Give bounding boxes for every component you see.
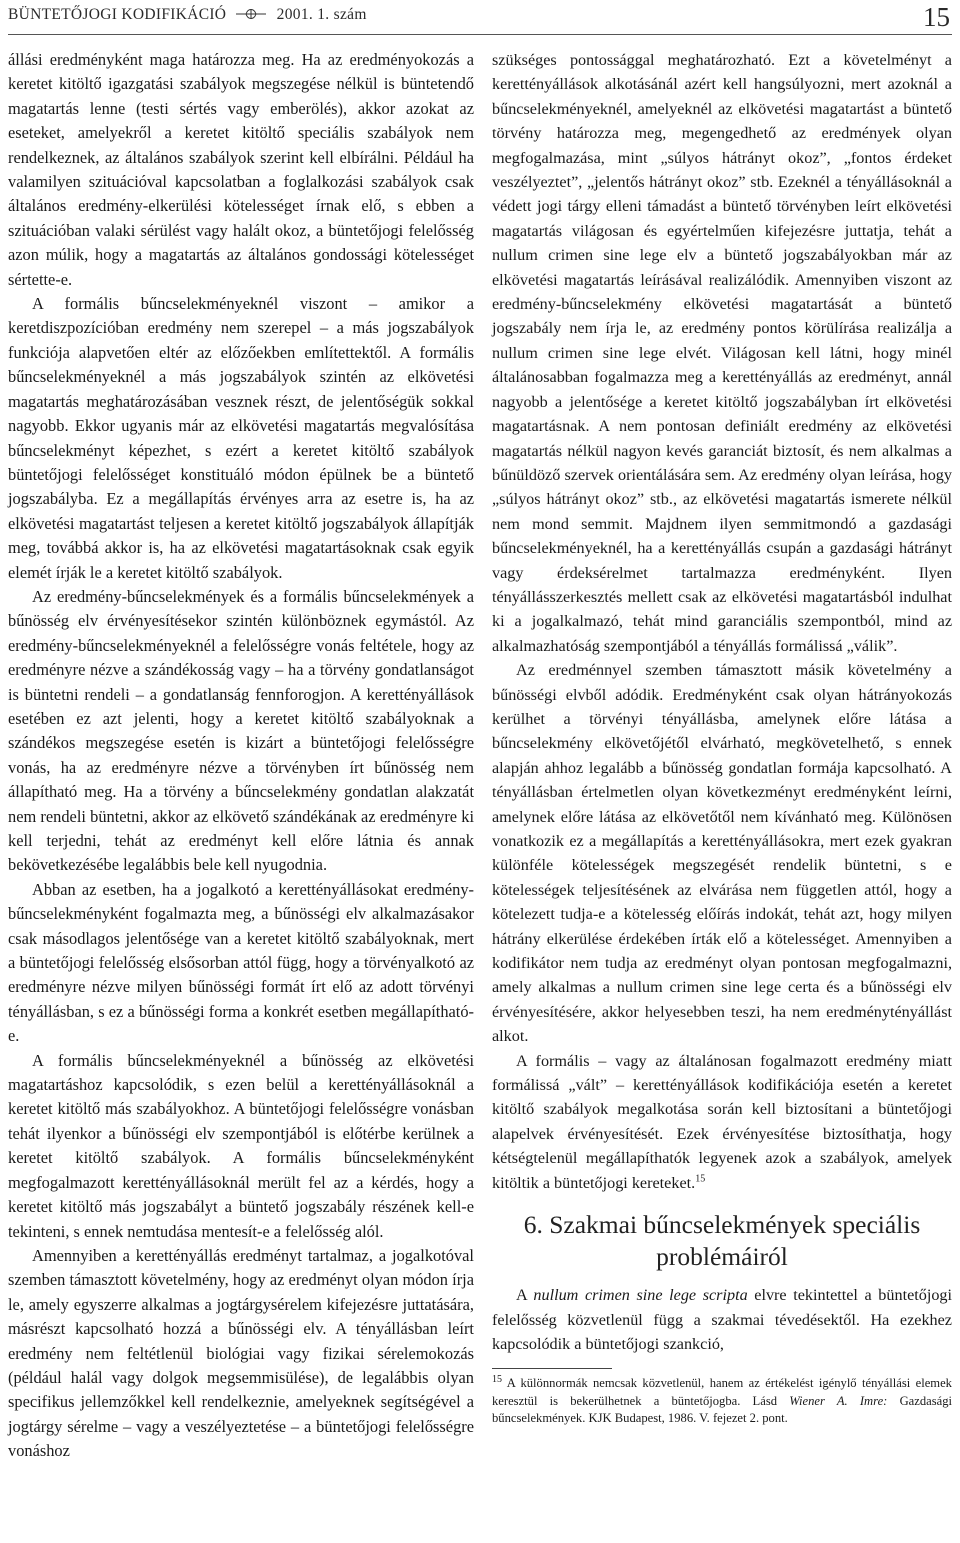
- footnote-reference[interactable]: 15: [695, 1173, 706, 1185]
- paragraph-text: elvre tekintettel a büntetőjogi felelősség közvetlenül függ a szakmai tévedésektől. Ha ezekhez kapcsolódik a büntetőjogi szankció,: [492, 1286, 953, 1353]
- paragraph: A formális bűncselekményeknél viszont – amikor a keretdiszpozícióban eredmény nem szerepel – a más jogszabályok funkciója alapvetően eltér az előzőekben említettektől. A formális bűncselekményeknél a más jogszabályok szintén az elkövetési magatartás meghatározásában vesznek részt, de jelentőségük sokkal nagyobb. Ekkor ugyanis már az elkövetési magatartás megvalósítása bűncselekményt képezhet, s ezért a keretet kitöltő szabályok büntetőjogi felelősséget konstituáló módon épülnek be a büntető jogszabályba. Ez a megállapítás érvényes arra az esetre is, ha az elkövetési magatartást teljesen a keretet kitöltő jogszabályok állapítják meg, továbbá akkor is, ha az elkövetési magatartásoknak csak egyik elemét írják le a keretet kitöltő szabályok.: [8, 294, 474, 582]
- ornament-icon: [234, 7, 268, 21]
- paragraph: szükséges pontossággal meghatározható. Ezt a követelményt a kerettényállások alkotásánál azért kell hangsúlyozni, mert azoknál a bűncselekményeknél, amelyeknél az elkövetési magatartást a büntető törvény határozza meg, megengedhető az eredmények olyan megfogalmazása, mint „súlyos hátrányt okoz”, „fontos érdeket veszélyeztet”, „jelentős hátrányt okoz” stb. Ezeknél a tényállásoknál a védett jogi tárgy elleni támadást a büntető törvényben leírt elkövetési magatartás világosan és egyértelműen kifejezésre juttatja, tehát a nullum crimen sine lege elv a büntető jogszabályokban már az elkövetési magatartás leírásával realizálódik. Amennyiben viszont az eredmény-bűncselekmény elkövetési magatartását a büntető jogszabály nem írja le, az eredmény pontos körülírása realizálja a nullum crimen sine lege elvét. Világosan kell látni, hogy minél általánosabban fogalmazza meg a kerettényállás az eredményt, annál nagyobb a jelentősége a keretet kitöltő jogszabályban írt elkövetési magatartásnak. A nem pontosan definiált eredmény az elkövetési magatartás nélkül nagyon kevés garanciát biztosít, és nem alkalmas a bűnüldöző szervek orientálására sem. Az eredmény olyan leírása, hogy „súlyos hátrányt okoz” stb., az elkövetési magatartás ismerete nélkül nem mond semmit. Majdnem ilyen semmitmondó a gazdasági bűncselekményeknél, ha a kerettényállás csupán a gazdasági hátrányt vagy érdeksérelmet tartalmazza eredményként. Ilyen tényállásszerkesztés mellett csak az elkövetési magatartásból indulhat ki a jogalkalmazó, tehát mind garanciális szempontból, mind az alkalmazhatóság szempontjából a tényállás formálissá „válik”.: [492, 51, 952, 655]
- issue-label: 2001. 1. szám: [276, 6, 367, 23]
- footnote-text: Gazdasági bűncselekmények. KJK Budapest, 1986. V. fejezet 2. pont.: [492, 1393, 953, 1426]
- paragraph: állási eredményként maga határozza meg. Ha az eredményokozás a keretet kitöltő igazgatási szabályok megszegése nélkül is büntetendő magatartás lenne (testi sértés vagy emberölés), akkor azokat az eseteket, amelyekről a keretet kitöltő speciális szabályok nem rendelkeznek, az általános szabályok szerint kell elbírálni. Például ha valamilyen szituációval kapcsolatban a foglalkozási szabályok csak általános eredmény-elkerülési kötelességet írnak elő, s ebben a szituációban valaki sérülést vagy halált okoz, a büntetőjogi felelősség azon múlik, hogy a magatartás az általános gondossági kötelességet sértette-e.: [8, 50, 474, 289]
- running-header: [8, 0, 952, 35]
- paragraph-text: A formális – vagy az általánosan fogalmazott eredmény miatt formálissá „vált” – kerettényállások kodifikációja esetén a keretet kitöltő szabályok megalkotása során kell biztosítani a büntetőjogi alapelvek érvényesítését. Ezek érvényesítése biztosíthatja, hogy kétségtelenül megállapíthatók legyenek azok a szabályok, amelyek kitöltik a büntetőjogi kereteket.: [492, 1051, 952, 1192]
- paragraph: Az eredménnyel szemben támasztott másik követelmény a bűnösségi elvből adódik. Eredményként csak olyan hátrányokozás kerülhet a törvényi tényállásba, amelynek előre látása a bűncselekmény elkövetőjétől elvárható, megkövetelhető, s ennek alapján ahhoz legalább a bűnösség gondatlan formája kapcsolható. A tényállásban értelmetlen olyan következményt eredményként leírni, amelynek előre látása az elkövetőtől nem kívánható meg. Különösen vonatkozik ez a megállapítás a kerettényállásokra, mert ezek gyakran különféle kötelességek megszegését rendelik büntetni, s e kötelességek teljesítésének az elvárása nem független attól, hogy a kötelezett tudja-e a kötelesség előírás indokát, tehát azt, hogy milyen hátrány elkerülése érdekében írták elő a kötelességet. Amennyiben a kodifikátor nem tudja az eredményt olyan pontosan megfogalmazni, amely alkalmas a nullum crimen sine lege certa és a bűnösségi elv érvényesítésére, akkor helyesebben teszi, ha nem eredménytényállást alkot.: [492, 661, 952, 1046]
- paragraph: [492, 1049, 952, 1195]
- footnote-author: Wiener A. Imre:: [789, 1393, 888, 1408]
- paragraph: Az eredmény-bűncselekmények és a formális bűncselekmények a bűnösség elv érvényesítésekor szintén különböznek egymástól. Az eredmény-bűncselekményeknél a felelősségre vonás feltétele, hogy az eredményre nézve a szándékosság vagy – ha a törvény gondatlanságot is büntetni rendeli – a gondatlanság fennforogjon. A kerettényállások esetében ez azt jelenti, hogy a keretet kitöltő szabályoknak a szándékos megszegése esetén is kizárt a büntetőjogi felelősségre vonás, ha az eredményre nézve a törvényben írt bűnösség nem állapítható meg. Ha a törvény a bűncselekmény gondatlan alakzatát nem rendeli büntetni, akkor az elkövető szándékának az eredményre ki kell terjedni, tehát az eredményt kell előre látnia és annak bekövetkezésébe legalábbis bele kell nyugodnia.: [8, 586, 474, 875]
- journal-title-line: [8, 6, 367, 24]
- paragraph-text: A: [516, 1286, 527, 1305]
- latin-phrase: nullum crimen sine lege scripta: [533, 1286, 748, 1305]
- footnote-number: 15: [492, 1374, 502, 1386]
- paragraph: [492, 1283, 952, 1356]
- left-column: [8, 48, 474, 1464]
- page-number: 15: [923, 2, 950, 32]
- right-column: [492, 48, 952, 1428]
- footnote: [492, 1375, 952, 1428]
- section-heading: 6. Szakmai bűncselekmények speciális problémáiról: [523, 1210, 921, 1272]
- footnote-text: A különnormák nemcsak közvetlenül, hanem az értékelést igénylő tényállási elemek keresztül is bekerülhetnek a büntetőjogba. Lásd: [492, 1376, 952, 1408]
- paragraph: Amennyiben a kerettényállás eredményt tartalmaz, a jogalkotóval szemben támasztott követelmény, hogy az eredményt olyan módon írja le, amely egyszerre alkalmas a jogtárgysérelem kifejezésre juttatására, másrészt kapcsolható hozzá a bűnösségi elv. A tényállásban leírt eredmény nem feltétlenül biológiai vagy fizikai sérelemokozás (például halál vagy dolgok megsemmisülése), de legalábbis olyan specifikus jellemzőkkel kell rendelkeznie, amelyeknek segítségével a jogtárgy sérelme – vagy a veszélyeztetése – a büntetőjogi felelősségre vonáshoz: [8, 1245, 474, 1461]
- paragraph: A formális bűncselekményeknél a bűnösség az elkövetési magatartáshoz kapcsolódik, s ezen belül a kerettényállásoknál a keretet kitöltő más szabályokhoz. A büntetőjogi felelősségre vonásban tehát ilyenkor a bűnösségi elv szempontjából is előtérbe kerülnek a keretet kitöltő szabályok. A formális bűncselekményként megfogalmazott kerettényállásoknál merült fel az a kérdés, hogy a keretet kitöltő más jogszabályt a büntető jogszabály részének kell-e tekinteni, s ennek nemtudása mentesít-e a felelősség alól.: [8, 1050, 474, 1241]
- footnote-divider: [492, 1368, 612, 1369]
- paragraph: Abban az esetben, ha a jogalkotó a kerettényállásokat eredmény-bűncselekményként fogalmazta meg, a bűnösségi elv alkalmazásakor csak másodlagos jelentősége van a keretet kitöltő szabályoknak, mert a büntetőjogi felelősség elsősorban attól függ, hogy a törvényalkotó az eredményre nézve milyen bűnösségi formát írt elő az adott törvényi tényállásban, s ez a bűnösségi forma a konkrét esetben megállapítható-e.: [8, 879, 474, 1046]
- journal-title: BÜNTETŐJOGI KODIFIKÁCIÓ: [8, 6, 227, 23]
